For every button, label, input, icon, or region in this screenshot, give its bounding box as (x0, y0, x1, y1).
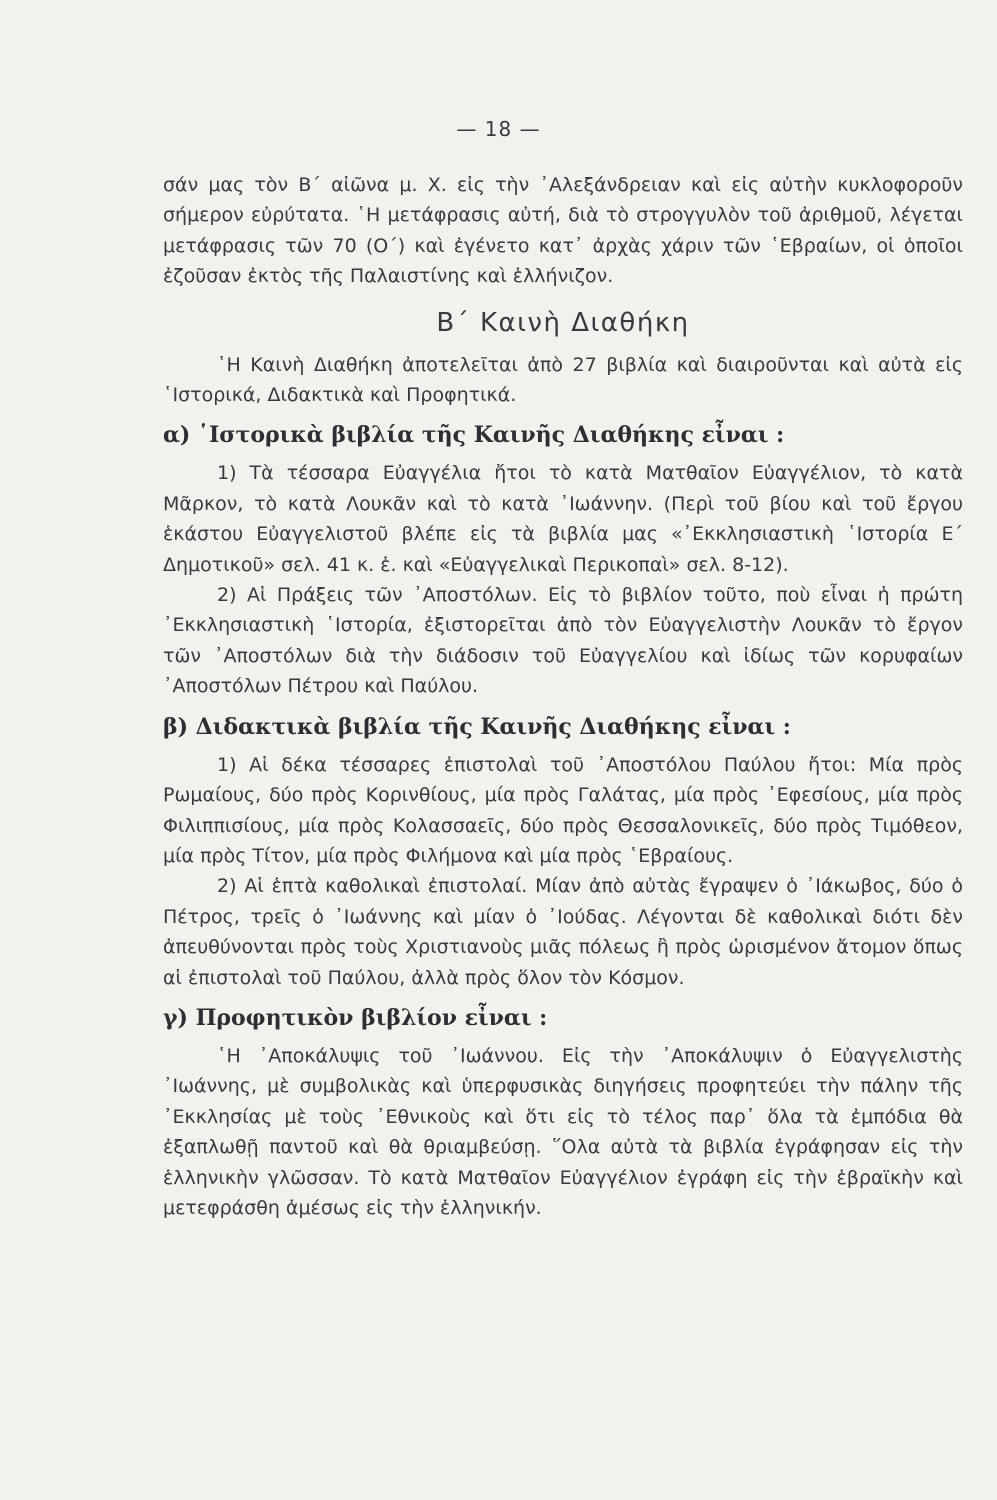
section-heading-historical: α) ῾Ιστορικὰ βιβλία τῆς Καινῆς Διαθήκης εἶναι : (163, 422, 785, 449)
historical-item-1: 1) Τὰ τέσσαρα Εὐαγγέλια ἤτοι τὸ κατὰ Ματθαῖον Εὐαγγέλιον, τὸ κατὰ Μᾶρκον, τὸ κατὰ Λουκᾶν καὶ τὸ κατὰ ᾿Ιωάννην. (Περὶ τοῦ βίου καὶ τοῦ ἔργου ἑκάστου Εὐαγγελιστοῦ βλέπε εἰς τὰ βιβλία μας «᾿Εκκλησιαστικὴ ῾Ιστορία Ε´ Δημοτικοῦ» σελ. 41 κ. ἑ. καὶ «Εὐαγγελικαὶ Περικοπαὶ» σελ. 8-12). (163, 462, 963, 576)
main-heading-new-testament: Β´ Καινὴ Διαθήκη (436, 307, 690, 338)
intro-paragraph: σάν μας τὸν Β´ αἰῶνα μ. Χ. εἰς τὴν ᾿Αλεξάνδρειαν καὶ εἰς αὐτὴν κυκλοφοροῦν σήμερον εὐρύτατα. ῾Η μετάφρασις αὐτή, διὰ τὸ στρογγυλὸν τοῦ ἀριθμοῦ, λέγεται μετάφρασις τῶν 70 (Ο´) καὶ ἐγένετο κατ᾿ ἀρχὰς χάριν τῶν ῾Εβραίων, οἱ ὁποῖοι ἐζοῦσαν ἐκτὸς τῆς Παλαιστίνης καὶ ἑλλήνιζον. (163, 174, 963, 288)
section-heading-didactic: β) Διδακτικὰ βιβλία τῆς Καινῆς Διαθήκης εἶναι : (163, 713, 791, 740)
didactic-item-1: 1) Αἱ δέκα τέσσαρες ἐπιστολαὶ τοῦ ᾿Αποστόλου Παύλου ἤτοι: Μία πρὸς Ρωμαίους, δύο πρὸς Κορινθίους, μία πρὸς Γαλάτας, μία πρὸς ᾿Εφεσίους, μία πρὸς Φιλιππισίους, μία πρὸς Κολασσαεῖς, δύο πρὸς Θεσσαλονικεῖς, δύο πρὸς Τιμόθεον, μία πρὸς Τίτον, μία πρὸς Φιλήμονα καὶ μία πρὸς ῾Εβραίους. (163, 753, 963, 867)
historical-item-2: 2) Αἱ Πράξεις τῶν ᾿Αποστόλων. Εἰς τὸ βιβλίον τοῦτο, ποὺ εἶναι ἡ πρώτη ᾿Εκκλησιαστικὴ ῾Ιστορία, ἐξιστορεῖται ἀπὸ τὸν Εὐαγγελιστὴν Λουκᾶν τὸ ἔργον τῶν ᾿Αποστόλων διὰ τὴν διάδοσιν τοῦ Εὐαγγελίου καὶ ἰδίως τῶν κορυφαίων ᾿Αποστόλων Πέτρου καὶ Παύλου. (163, 584, 963, 698)
new-testament-intro: ῾Η Καινὴ Διαθήκη ἀποτελεῖται ἀπὸ 27 βιβλία καὶ διαιροῦνται καὶ αὐτὰ εἰς ῾Ιστορικά, Διδακτικὰ καὶ Προφητικά. (163, 353, 963, 407)
page-number: — 18 — (456, 117, 541, 141)
didactic-item-2: 2) Αἱ ἑπτὰ καθολικαὶ ἐπιστολαί. Μίαν ἀπὸ αὐτὰς ἔγραψεν ὁ ᾿Ιάκωβος, δύο ὁ Πέτρος, τρεῖς ὁ ᾿Ιωάννης καὶ μίαν ὁ ᾿Ιούδας. Λέγονται δὲ καθολικαὶ διότι δὲν ἀπευθύνονται πρὸς τοὺς Χριστιανοὺς μιᾶς πόλεως ἢ πρὸς ὡρισμένον ἄτομον ὅπως αἱ ἐπιστολαὶ τοῦ Παύλου, ἀλλὰ πρὸς ὅλον τὸν Κόσμον. (163, 875, 963, 989)
section-heading-prophetic: γ) Προφητικὸν βιβλίον εἶναι : (163, 1004, 548, 1031)
page-content (163, 170, 963, 1223)
prophetic-item-1: ῾Η ᾿Αποκάλυψις τοῦ ᾿Ιωάννου. Εἰς τὴν ᾿Αποκάλυψιν ὁ Εὐαγγελιστὴς ᾿Ιωάννης, μὲ συμβολικὰς καὶ ὑπερφυσικὰς διηγήσεις προφητεύει τὴν πάλην τῆς ᾿Εκκλησίας μὲ τοὺς ᾿Εθνικοὺς καὶ ὅτι εἰς τὸ τέλος παρ᾿ ὅλα τὰ ἐμπόδια θὰ ἐξαπλωθῇ παντοῦ καὶ θὰ θριαμβεύσῃ. ῞Ολα αὐτὰ τὰ βιβλία ἐγράφησαν εἰς τὴν ἑλληνικὴν γλῶσσαν. Τὸ κατὰ Ματθαῖον Εὐαγγέλιον ἐγράφη εἰς τὴν ἑβραϊκὴν καὶ μετεφράσθη ἀμέσως εἰς τὴν ἑλληνικήν. (163, 1044, 963, 1219)
